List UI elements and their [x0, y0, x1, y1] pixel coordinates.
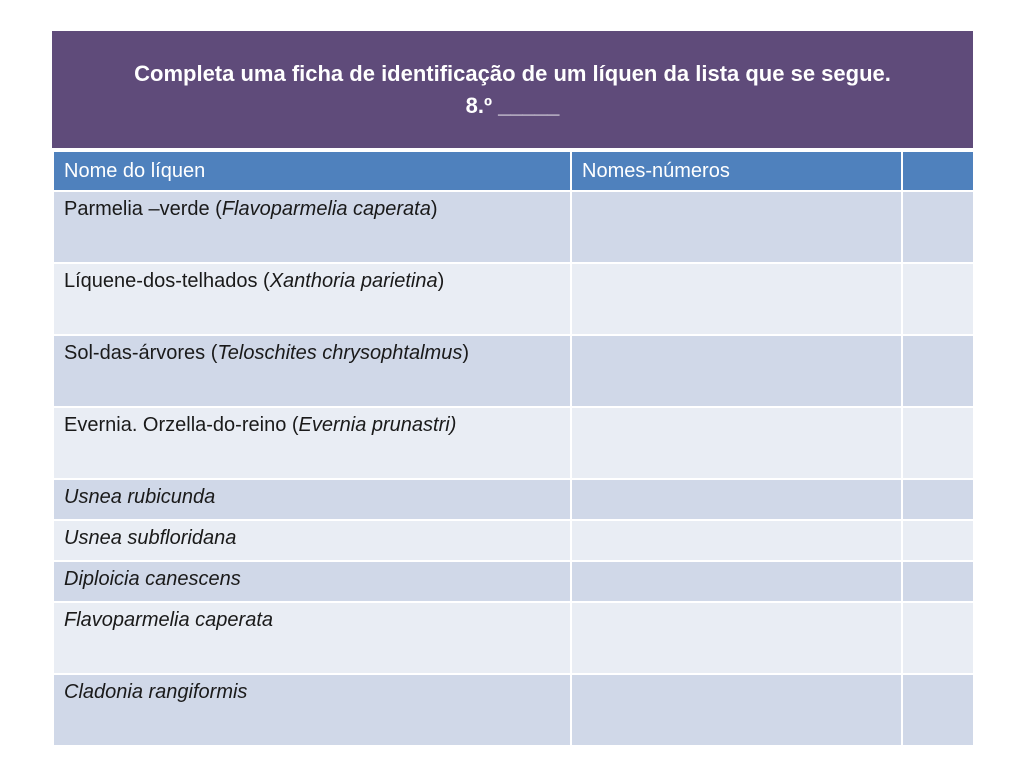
lichen-name-cell: [53, 561, 571, 602]
extra-cell[interactable]: [902, 479, 974, 520]
table-row: [53, 561, 974, 602]
header-extra: [902, 151, 974, 191]
header-name-numbers: Nomes-números: [571, 151, 902, 191]
extra-cell[interactable]: [902, 407, 974, 479]
title-line-1: Completa uma ficha de identificação de um líquen da lista que se segue.: [134, 60, 891, 86]
header-lichen-name: Nome do líquen: [53, 151, 571, 191]
title-line-2: 8.º _____: [465, 92, 560, 118]
extra-cell[interactable]: [902, 674, 974, 746]
name-numbers-cell[interactable]: [571, 561, 902, 602]
scientific-name: Evernia prunastri): [298, 414, 457, 436]
extra-cell[interactable]: [902, 191, 974, 263]
table-container: [52, 150, 973, 747]
common-name: Evernia. Orzella-do-reino (: [64, 414, 299, 436]
name-suffix: ): [437, 270, 445, 292]
lichen-name-cell: [53, 407, 571, 479]
name-numbers-cell[interactable]: [571, 520, 902, 561]
lichen-name-cell: [53, 191, 571, 263]
lichen-name-cell: [53, 479, 571, 520]
table-row: [53, 479, 974, 520]
common-name: Sol-das-árvores (: [64, 342, 218, 364]
scientific-name: Cladonia rangiformis: [64, 681, 248, 703]
name-numbers-cell[interactable]: [571, 602, 902, 674]
table-row: [53, 520, 974, 561]
scientific-name: Diploicia canescens: [64, 568, 241, 590]
scientific-name: Flavoparmelia caperata: [64, 609, 273, 631]
scientific-name: Usnea rubicunda: [64, 486, 216, 508]
table-row: [53, 263, 974, 335]
lichen-name-cell: [53, 520, 571, 561]
header-row: [53, 151, 974, 191]
scientific-name: Xanthoria parietina: [269, 270, 438, 292]
lichen-name-cell: [53, 335, 571, 407]
extra-cell[interactable]: [902, 335, 974, 407]
table-row: [53, 191, 974, 263]
name-numbers-cell[interactable]: [571, 263, 902, 335]
name-numbers-cell[interactable]: [571, 335, 902, 407]
lichen-name-cell: [53, 674, 571, 746]
extra-cell[interactable]: [902, 602, 974, 674]
name-suffix: ): [462, 342, 469, 364]
table-row: [53, 335, 974, 407]
extra-cell[interactable]: [902, 520, 974, 561]
lichen-table: [52, 150, 975, 747]
name-numbers-cell[interactable]: [571, 407, 902, 479]
table-row: [53, 602, 974, 674]
lichen-name-cell: [53, 263, 571, 335]
name-numbers-cell[interactable]: [571, 191, 902, 263]
scientific-name: Usnea subfloridana: [64, 527, 237, 549]
common-name: Líquene-dos-telhados (: [64, 270, 270, 292]
lichen-name-cell: [53, 602, 571, 674]
name-numbers-cell[interactable]: [571, 674, 902, 746]
name-numbers-cell[interactable]: [571, 479, 902, 520]
extra-cell[interactable]: [902, 561, 974, 602]
scientific-name: Teloschites chrysophtalmus: [217, 342, 463, 364]
table-row: [53, 407, 974, 479]
slide-title: [52, 31, 973, 148]
extra-cell[interactable]: [902, 263, 974, 335]
name-suffix: ): [430, 198, 438, 220]
table-row: [53, 674, 974, 746]
scientific-name: Flavoparmelia caperata: [221, 198, 431, 220]
common-name: Parmelia –verde (: [64, 198, 222, 220]
